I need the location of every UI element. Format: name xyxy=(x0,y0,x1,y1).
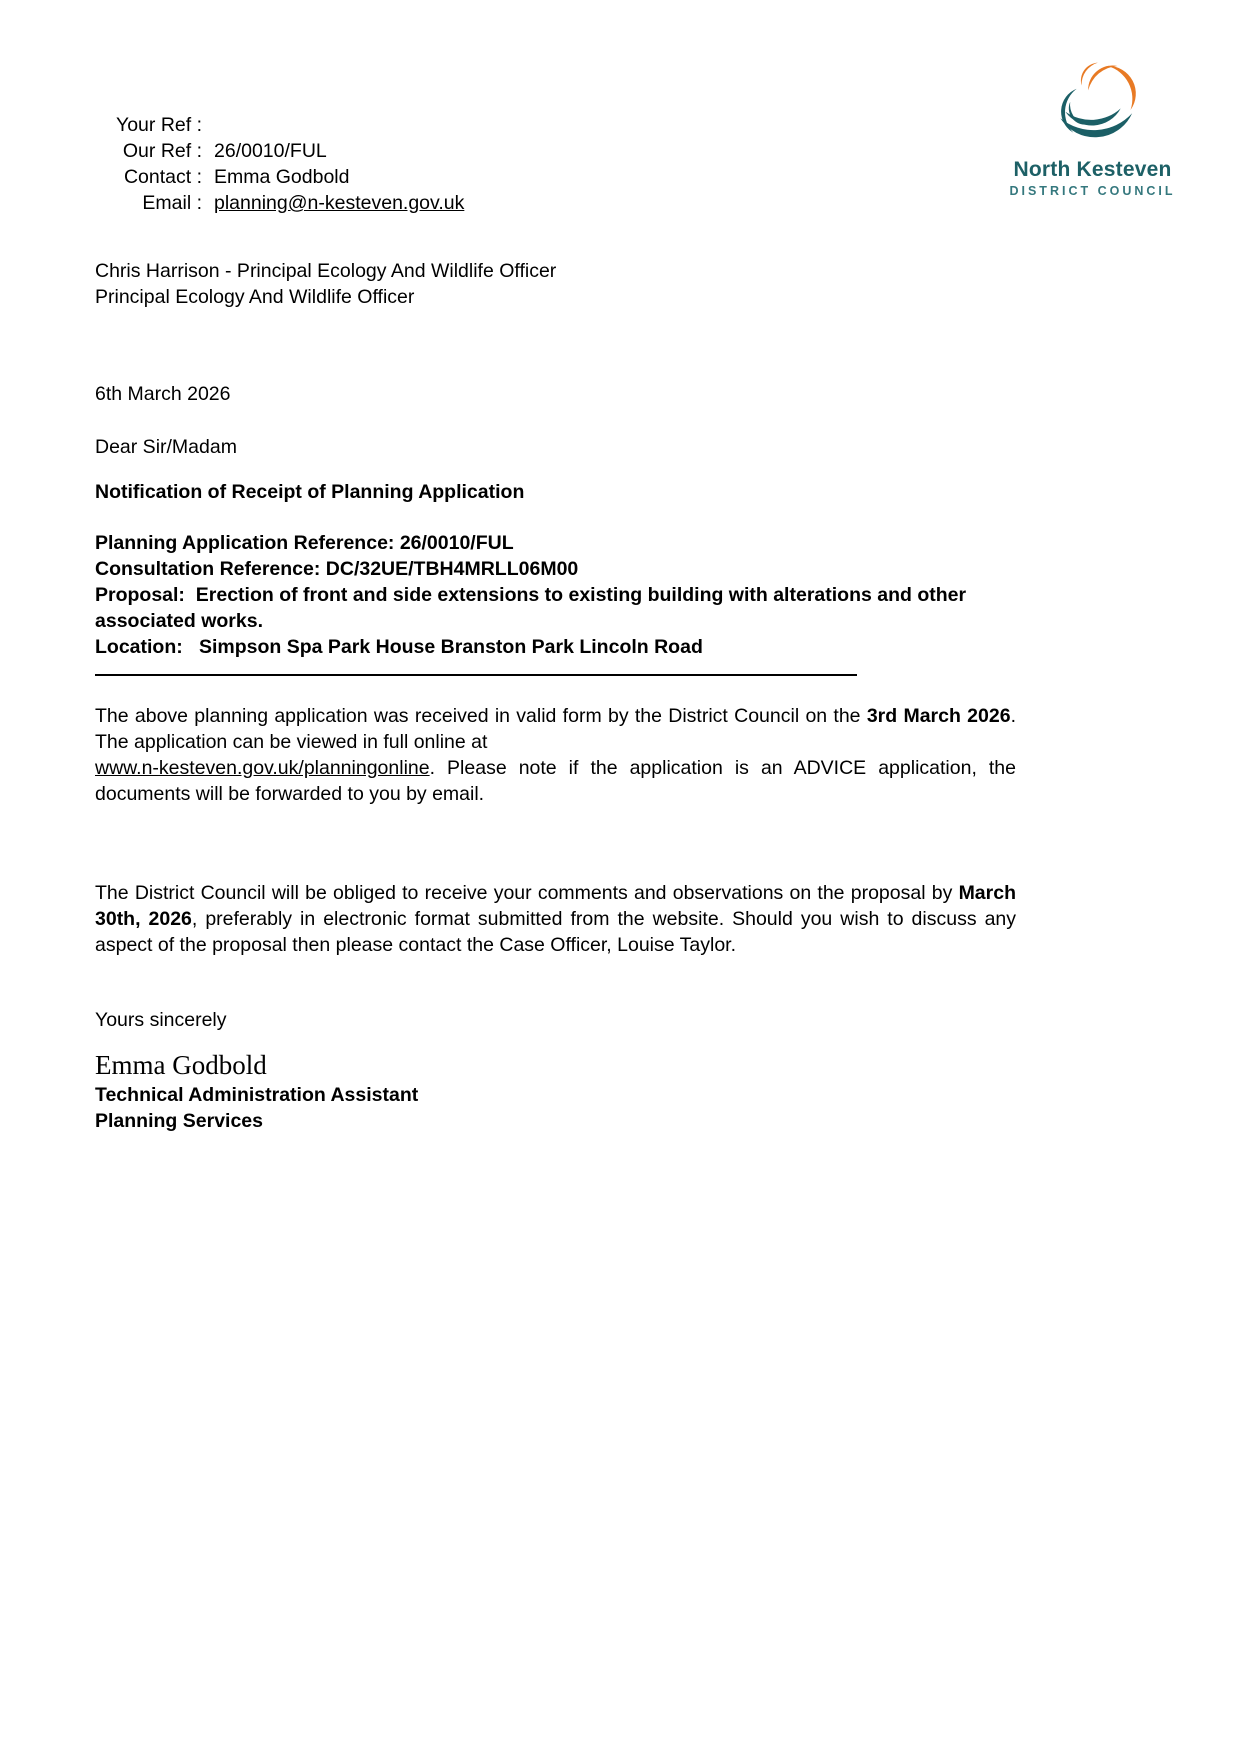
proposal-line: Proposal: Erection of front and side extensions to existing building with alterations and other associated works. xyxy=(95,584,972,632)
planning-application-reference: Planning Application Reference: 26/0010/FUL xyxy=(95,532,514,554)
salutation: Dear Sir/Madam xyxy=(95,436,237,458)
valediction: Yours sincerely xyxy=(95,1009,227,1031)
divider-line xyxy=(95,674,857,676)
signature-department: Planning Services xyxy=(95,1110,263,1132)
email-row xyxy=(100,190,464,216)
subject-heading: Notification of Receipt of Planning Application xyxy=(95,481,525,503)
signature-name: Emma Godbold xyxy=(95,1050,267,1080)
council-subtitle: DISTRICT COUNCIL xyxy=(1009,184,1176,198)
para2-text-2: , preferably in electronic format submitted from the website. Should you wish to discuss any aspect of the proposal then please contact the Case Officer, Louise Taylor. xyxy=(95,908,1017,956)
reference-block xyxy=(100,112,464,216)
signature-block xyxy=(95,1048,418,1134)
recipient-block xyxy=(95,258,556,310)
recipient-name-line: Chris Harrison - Principal Ecology And Wildlife Officer xyxy=(95,260,557,282)
contact-row xyxy=(100,164,464,190)
paragraph-comments-request xyxy=(95,880,1016,958)
email-label: Email : xyxy=(142,192,202,214)
email-link[interactable]: planning@n-kesteven.gov.uk xyxy=(214,192,465,214)
our-ref-label: Our Ref : xyxy=(122,140,202,162)
contact-value: Emma Godbold xyxy=(214,166,350,188)
letter-date: 6th March 2026 xyxy=(95,383,231,405)
para1-received-date: 3rd March 2026 xyxy=(866,705,1011,727)
para1-text-2: . The application can be viewed in full online at xyxy=(95,705,1016,753)
para2-deadline-date: March 30th, 2026 xyxy=(95,882,1016,930)
para1-text-3: . Please note if the application is an ADVICE application, the documents will be forwarded to you by email. xyxy=(95,757,1016,805)
recipient-title-line: Principal Ecology And Wildlife Officer xyxy=(95,286,415,308)
our-ref-row xyxy=(100,138,464,164)
your-ref-label: Your Ref : xyxy=(116,114,202,136)
application-details xyxy=(95,530,1016,660)
signature-job-title: Technical Administration Assistant xyxy=(95,1084,419,1106)
council-name: North Kesteven xyxy=(1013,158,1172,181)
planning-online-link[interactable]: www.n-kesteven.gov.uk/planningonline xyxy=(95,757,430,779)
location-line: Location: Simpson Spa Park House Branston Park Lincoln Road xyxy=(95,636,703,658)
consultation-reference: Consultation Reference: DC/32UE/TBH4MRLL06M00 xyxy=(95,558,579,580)
para2-text-1: The District Council will be obliged to receive your comments and observations on the proposal by xyxy=(95,882,959,904)
para1-text-1: The above planning application was received in valid form by the District Council on the xyxy=(95,705,867,727)
contact-label: Contact : xyxy=(123,166,202,188)
paragraph-application-received xyxy=(95,703,1016,807)
council-swirl-icon xyxy=(1034,48,1152,154)
your-ref-row xyxy=(100,112,464,138)
council-logo xyxy=(985,32,1200,200)
our-ref-value: 26/0010/FUL xyxy=(214,140,327,162)
